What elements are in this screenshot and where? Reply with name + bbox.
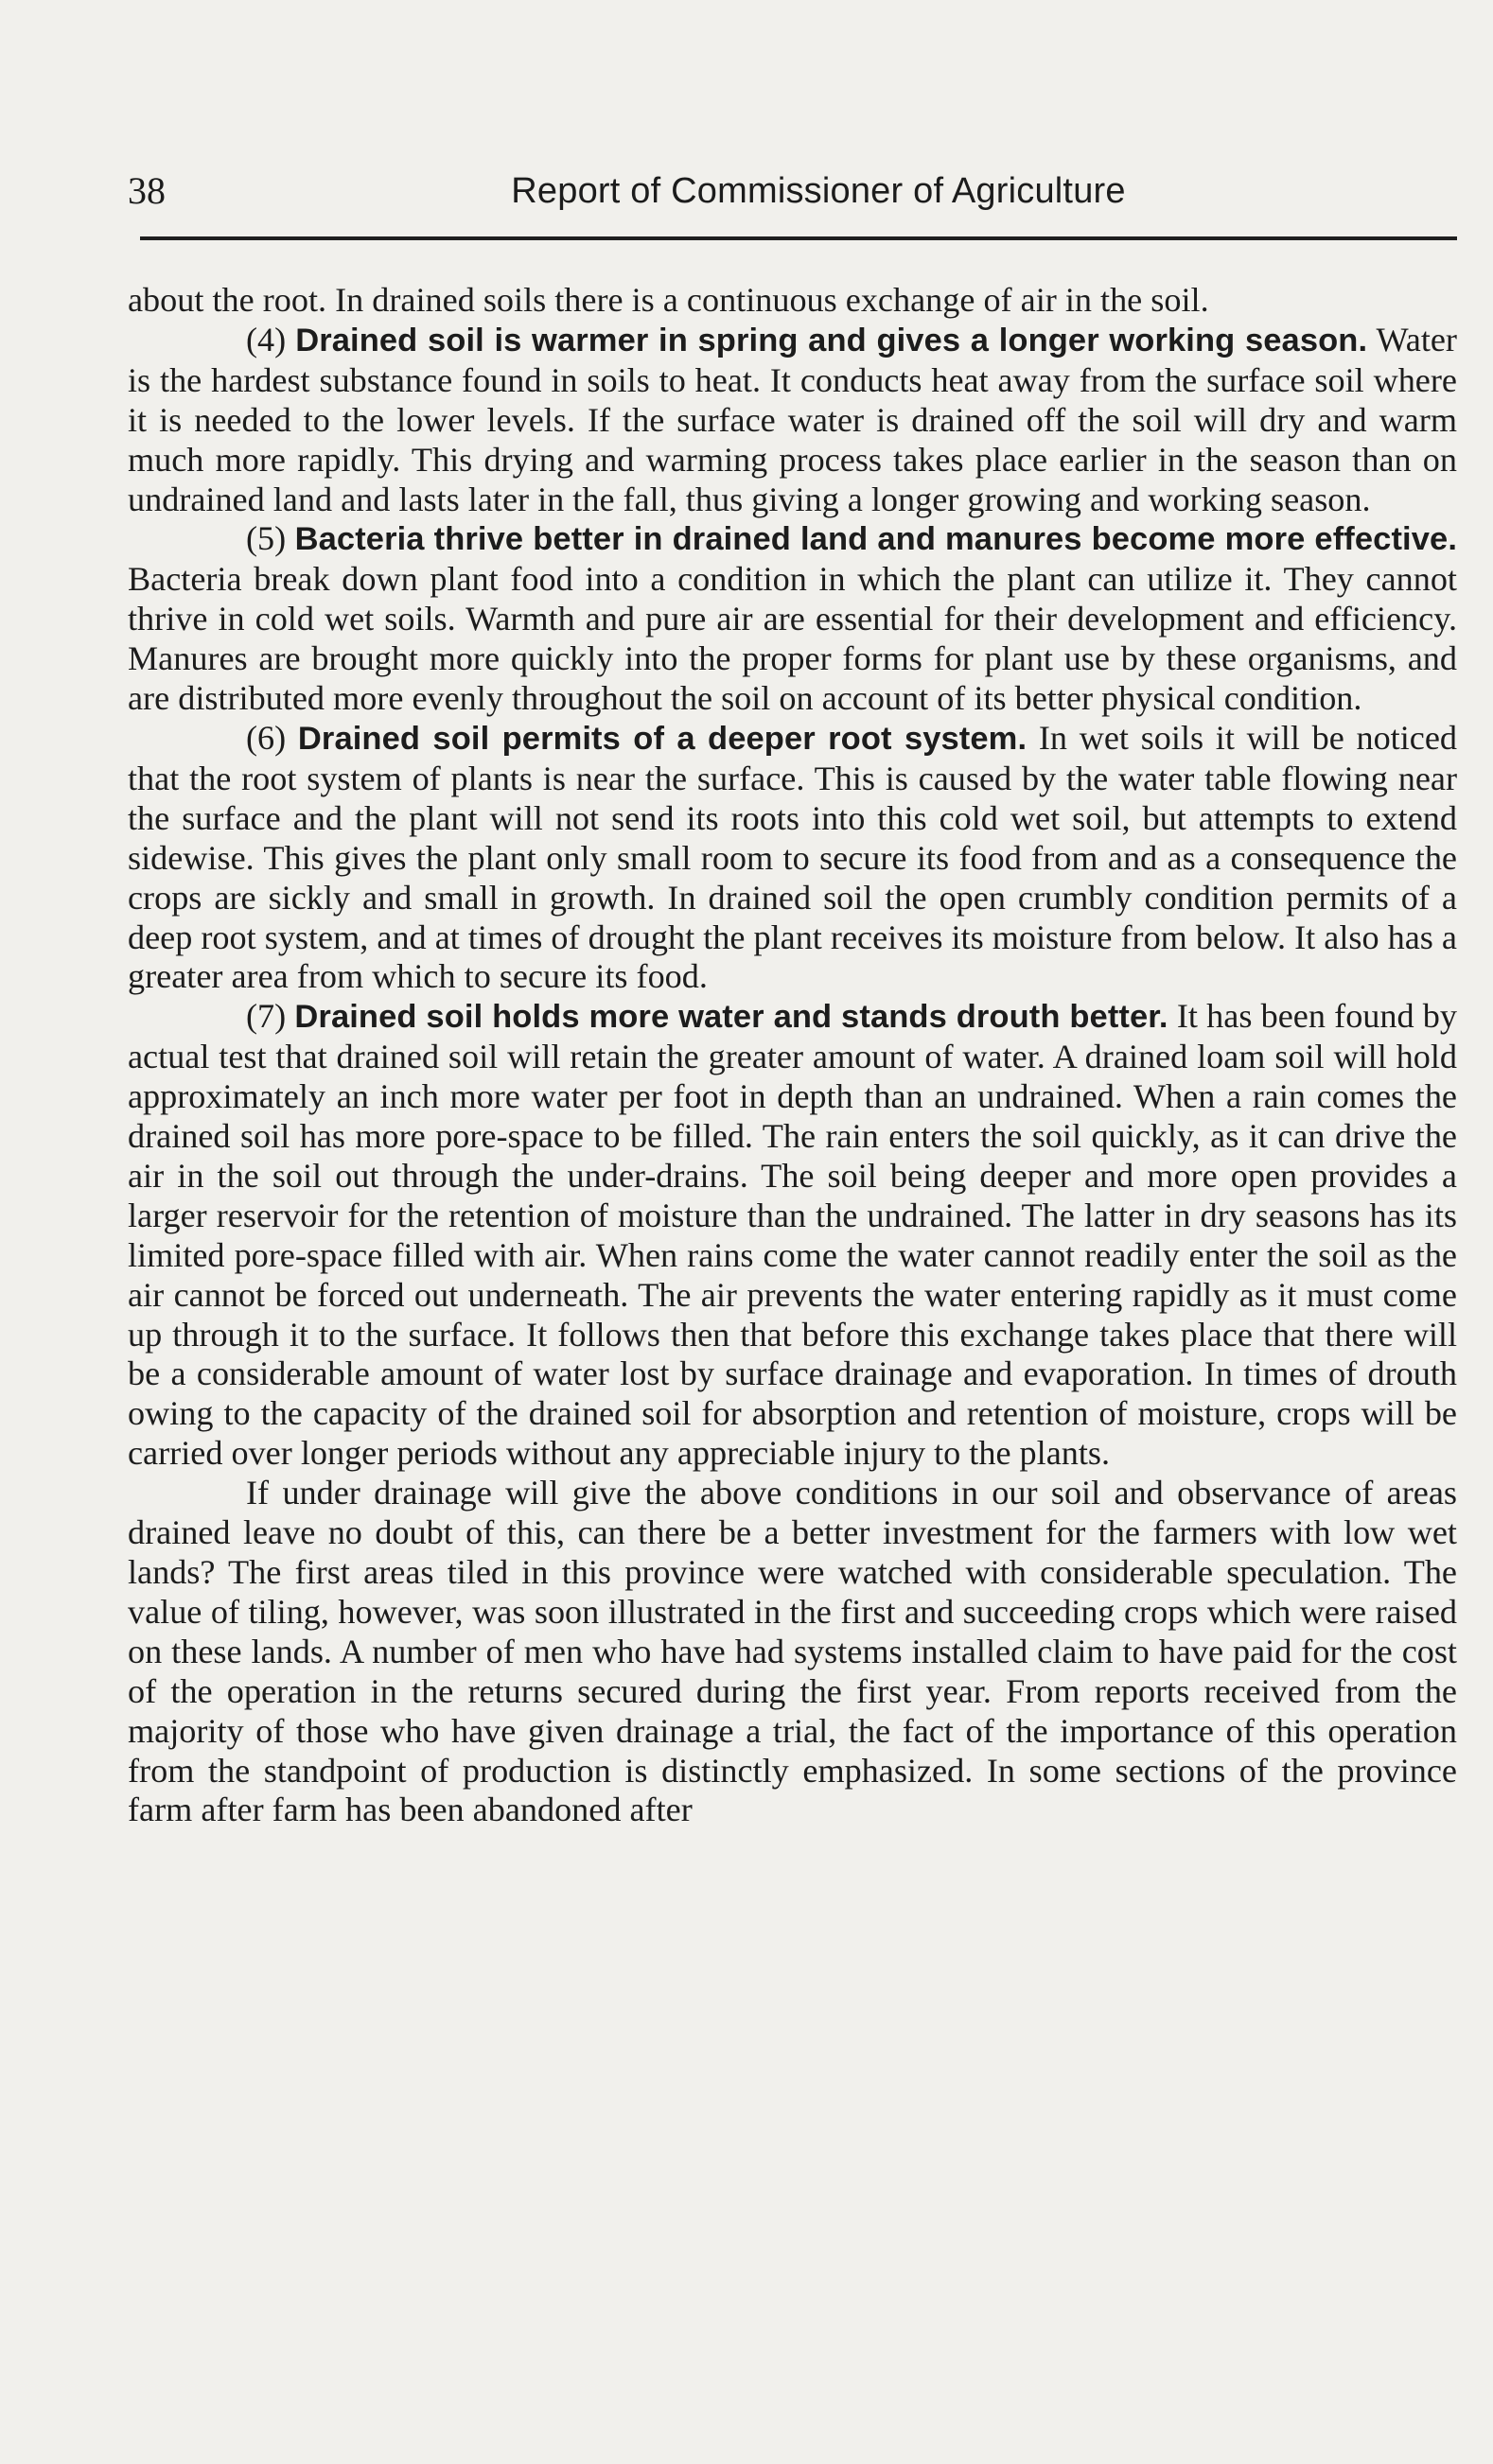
body-text xyxy=(128,281,1457,1830)
paragraph-number: (4) xyxy=(246,320,287,358)
paragraph-drainage-investment xyxy=(128,1474,1457,1830)
paragraph-heading: Drained soil holds more water and stands drouth better. xyxy=(294,999,1168,1036)
paragraph-text: Bacteria break down plant food into a condition in which the plant can utilize it. They cannot thrive in cold wet soils. Warmth and pure air are essential for their development and efficiency. Manures are brought more quickly into the proper forms for plant use by these organisms, and are distributed more evenly throughout the soil on account of its better physical condition. xyxy=(128,560,1457,718)
paragraph-5 xyxy=(128,519,1457,719)
paragraph-number: (7) xyxy=(246,997,287,1036)
paragraph-continuation xyxy=(128,281,1457,321)
page-number: 38 xyxy=(128,169,166,212)
paragraph-text: Water is the hardest substance found in soils to heat. It conducts heat away from the surface soil where it is needed to the lower levels. If the surface water is drained off the soil will dry and warm much more rapidly. This drying and warming process takes place earlier in the season than on undrained land and lasts later in the fall, thus giving a longer growing and working season. xyxy=(128,320,1457,518)
paragraph-text: If under drainage will give the above conditions in our soil and observance of areas drained leave no doubt of this, can there be a better investment for the farmers with low wet lands? The first areas tiled in this province were watched with considerable speculation. The value of tiling, however, was soon illustrated in the first and succeeding crops which were raised on these lands. A number of men who have had systems installed claim to have paid for the cost of the operation in the returns secured during the first year. From reports received from the majority of those who have given drainage a trial, the fact of the importance of this operation from the standpoint of production is distinctly emphasized. In some sections of the province farm after farm has been abandoned after xyxy=(128,1474,1457,1829)
paragraph-6 xyxy=(128,719,1457,997)
paragraph-text: In wet soils it will be noticed that the root system of plants is near the surface. This is caused by the water table flowing near the surface and the plant will not send its roots into this cold wet soil, but attempts to extend sidewise. This gives the plant only small room to secure its food from and as a consequence the crops are sickly and small in growth. In drained soil the open crumbly condition permits of a deep root system, and at times of drought the plant receives its moisture from below. It also has a greater area from which to secure its food. xyxy=(128,718,1457,996)
paragraph-heading: Drained soil permits of a deeper root system. xyxy=(297,720,1028,757)
paragraph-number: (6) xyxy=(246,718,287,757)
paragraph-text: about the root. In drained soils there is a continuous exchange of air in the soil. xyxy=(128,281,1209,319)
paragraph-heading: Bacteria thrive better in drained land and manures become more effective. xyxy=(294,521,1458,558)
paragraph-4 xyxy=(128,321,1457,520)
header-rule xyxy=(140,236,1457,240)
paragraph-text: It has been found by actual test that drained soil will retain the greater amount of water. A drained loam soil will hold approximately an inch more water per foot in depth than an undrained. When a rain comes the drained soil has more pore-space to be filled. The rain enters the soil quickly, as it can drive the air in the soil out through the under-drains. The soil being deeper and more open provides a larger reservoir for the retention of moisture than the undrained. The latter in dry seasons has its limited pore-space filled with air. When rains come the water cannot readily enter the soil as the air cannot be forced out underneath. The air prevents the water entering rapidly as it must come up through it to the surface. It follows then that before this exchange takes place that there will be a considerable amount of water lost by surface drainage and evaporation. In times of drouth owing to the capacity of the drained soil for absorption and retention of moisture, crops will be carried over longer periods without any appreciable injury to the plants. xyxy=(128,997,1457,1473)
paragraph-7 xyxy=(128,997,1457,1474)
paragraph-heading: Drained soil is warmer in spring and gives a longer working season. xyxy=(295,322,1368,358)
running-title: Report of Commissioner of Agriculture xyxy=(511,171,1126,211)
paragraph-number: (5) xyxy=(246,519,287,558)
page-header xyxy=(128,165,1457,218)
document-page xyxy=(128,0,1457,2464)
